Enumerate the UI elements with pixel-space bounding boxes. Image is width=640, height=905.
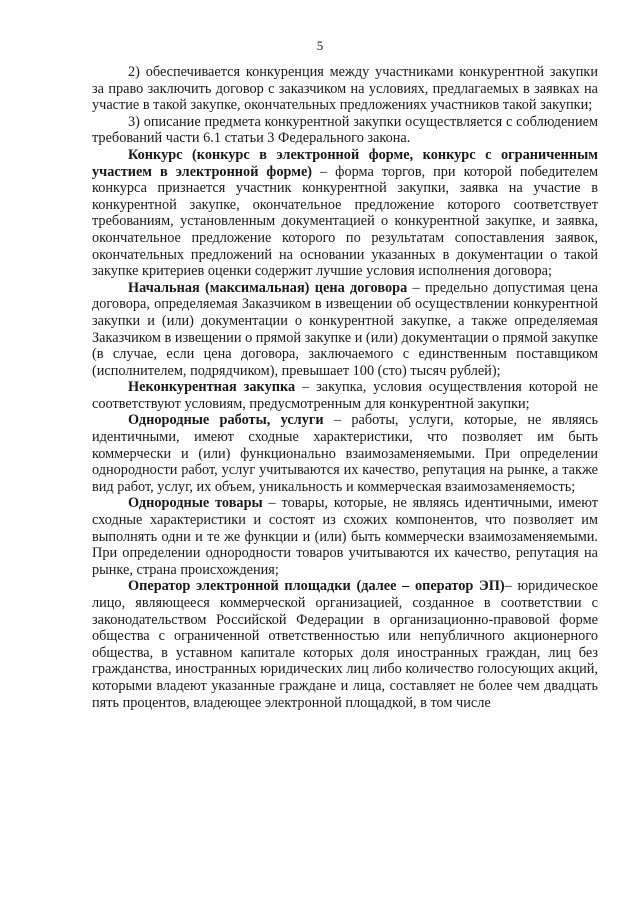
- definition-konkurs: [92, 147, 598, 280]
- definition-text: – работы, услуги, которые, не являясь идентичными, имеют сходные характеристики, что позволяет им быть коммерчески и (или) функционально взаимозаменяемыми. При определении однородности работ, услуг учитываются их качество, репутация на рынке, а также вид работ, услуг, их объем, уникальность и коммерческая взаимозаменяемость;: [92, 412, 598, 495]
- paragraph-text: 3) описание предмета конкурентной закупки осуществляется с соблюдением требований части 6.1 статьи 3 Федерального закона.: [92, 113, 598, 147]
- definition-term: Однородные товары: [128, 495, 263, 512]
- definition-homogeneous-goods: [92, 495, 598, 578]
- definition-term: Оператор электронной площадки (далее – оператор ЭП): [128, 578, 505, 595]
- definition-platform-operator: [92, 578, 598, 711]
- definition-text: – предельно допустимая цена договора, определяемая Заказчиком в извещении об осуществлении конкурентной закупки и (или) документации о конкурентной закупке, а также определяемая Заказчиком в извещении о прямой закупке и (или) документации о прямой закупке (в случае, если цена договора, заключаемого с единственным поставщиком (исполнителем, подрядчиком), превышает 100 (сто) тысяч рублей);: [92, 279, 599, 379]
- definition-term: Конкурс (конкурс в электронной форме, конкурс с ограниченным участием в электронной форме): [92, 146, 598, 180]
- definition-text: – форма торгов, при которой победителем конкурса признается участник конкурентной закупки, заявка на участие в конкурентной закупке, окончательное предложение которого соответствует требованиям, установленным документацией о конкурентной закупке, и заявка, окончательное предложение которого по результатам сопоставления заявок, окончательных предложений на основании указанных в документации о такой закупке критериев оценки содержит лучшие условия исполнения договора;: [92, 163, 598, 280]
- definition-initial-price: [92, 280, 598, 380]
- definition-term: Однородные работы, услуги: [128, 412, 324, 429]
- definition-text: – юридическое лицо, являющееся коммерческой организацией, созданное в соответствии с законодательством Российской Федерации в организационно-правовой форме общества с ограниченной ответственностью или непубличного акционерного общества, в уставном капитале которых доля иностранных граждан, лиц без гражданства, иностранных юридических лиц либо количество голосующих акций, которыми владеют указанные граждане и лица, составляет не более чем двадцать пять процентов, владеющее электронной площадкой, в том числе: [92, 578, 598, 711]
- definition-term: Начальная (максимальная) цена договора: [128, 279, 408, 296]
- definition-text: – закупка, условия осуществления которой не соответствуют условиям, предусмотренным для конкурентной закупки;: [92, 379, 598, 412]
- paragraph-competition-clause-3: [92, 114, 598, 147]
- page-number: 5: [316, 38, 324, 53]
- definition-noncompetitive-purchase: [92, 379, 598, 412]
- definition-term: Неконкурентная закупка: [128, 379, 296, 396]
- paragraph-competition-clause-2: [92, 64, 598, 114]
- definition-homogeneous-works: [92, 412, 598, 495]
- paragraph-text: 2) обеспечивается конкуренция между участниками конкурентной закупки за право заключить договор с заказчиком на условиях, предлагаемых в заявках на участие в такой закупке, окончательных предложениях участников такой закупки;: [92, 64, 598, 114]
- definition-text: – товары, которые, не являясь идентичными, имеют сходные характеристики и состоят из схожих компонентов, что позволяет им выполнять одни и те же функции и (или) быть коммерчески взаимозаменяемыми. При определении однородности товаров учитываются их качество, репутация на рынке, страна происхождения;: [92, 495, 598, 578]
- document-body: [92, 64, 598, 711]
